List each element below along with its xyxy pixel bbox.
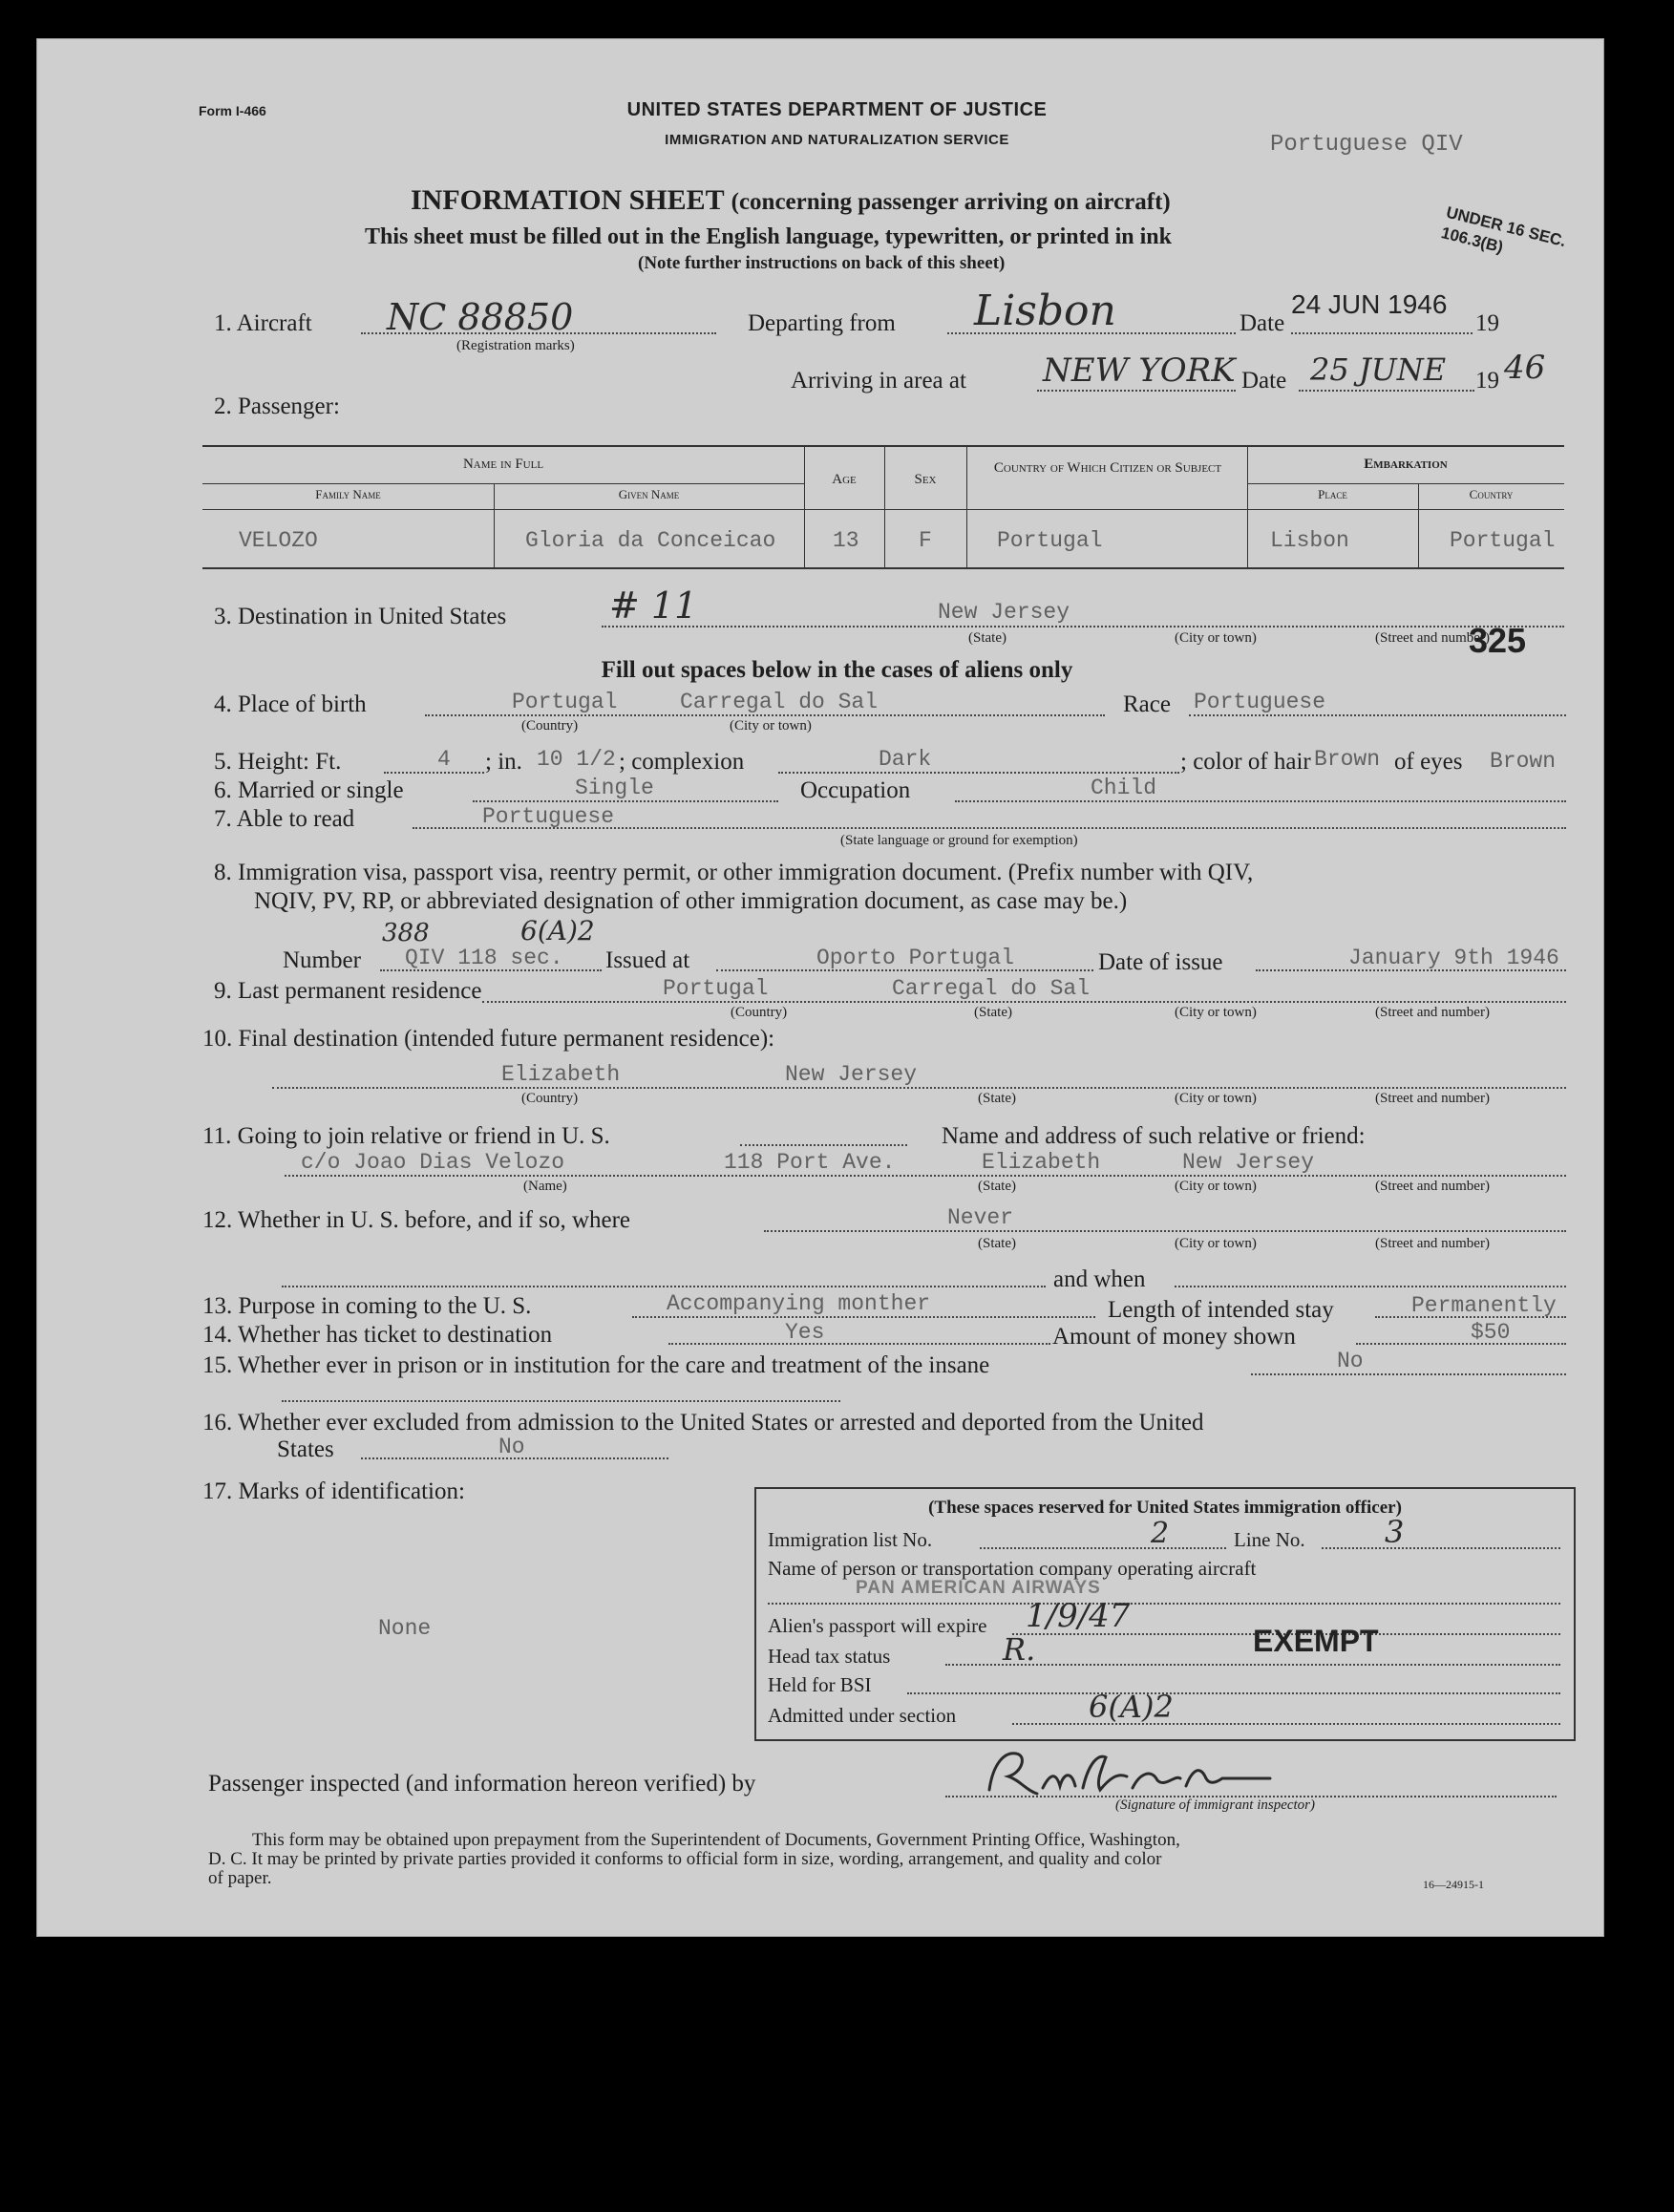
residence-country-caption: (Country) bbox=[731, 1005, 788, 1020]
hair-value: Brown bbox=[1314, 747, 1381, 772]
prison-value: No bbox=[1337, 1349, 1364, 1373]
join-name: c/o Joao Dias Velozo bbox=[301, 1150, 565, 1175]
join-state: New Jersey bbox=[1182, 1150, 1315, 1175]
col-divider bbox=[804, 445, 805, 567]
signature-stroke bbox=[989, 1754, 1270, 1794]
officer-box-heading: (These spaces reserved for United States immigration officer) bbox=[928, 1498, 1402, 1518]
residence-country: Portugal bbox=[663, 976, 769, 1001]
visa-label-line2: NQIV, PV, RP, or abbreviated designation of other immigration document, as case may be.) bbox=[254, 888, 1128, 914]
departure-date-stamp: 24 JUN 1946 bbox=[1291, 289, 1448, 319]
footer-line2: D. C. It may be printed by private parties provided it conforms to official form in size, wording, arrangement, and quality and color bbox=[208, 1849, 1162, 1869]
residence-state-caption: (State) bbox=[974, 1005, 1012, 1020]
join-name-caption: (Name) bbox=[523, 1179, 567, 1194]
departing-value: Lisbon bbox=[974, 287, 1116, 335]
service-name: IMMIGRATION AND NATURALIZATION SERVICE bbox=[665, 132, 1009, 148]
embark-country-header: Country bbox=[1469, 487, 1514, 501]
admitted-section-label: Admitted under section bbox=[768, 1704, 957, 1727]
caption-city: (City or town) bbox=[1175, 630, 1257, 646]
list-no-value: 2 bbox=[1151, 1517, 1170, 1550]
race-line bbox=[1189, 714, 1566, 716]
purpose-line bbox=[632, 1316, 1095, 1318]
money-value: $50 bbox=[1471, 1320, 1511, 1345]
birth-country-caption: (Country) bbox=[521, 718, 579, 734]
join-detail-line bbox=[285, 1175, 1566, 1177]
marks-value: None bbox=[378, 1616, 432, 1641]
head-tax-line bbox=[945, 1664, 1560, 1666]
title-main: INFORMATION SHEET bbox=[411, 184, 725, 216]
aircraft-label: 1. Aircraft bbox=[214, 310, 312, 336]
occupation-value: Child bbox=[1091, 776, 1157, 800]
birth-country: Portugal bbox=[512, 690, 618, 714]
arrival-date-value: 25 JUNE bbox=[1310, 351, 1447, 388]
instruction-note: (Note further instructions on back of this sheet) bbox=[638, 253, 1006, 273]
arrival-date-label: Date bbox=[1241, 368, 1287, 393]
visa-label-line1: 8. Immigration visa, passport visa, reentry permit, or other immigration document. (Prefix number with QIV, bbox=[214, 860, 1254, 885]
visa-hand-section: 6(A)2 bbox=[520, 915, 595, 946]
join-city: Elizabeth bbox=[982, 1150, 1101, 1175]
head-tax-label: Head tax status bbox=[768, 1645, 891, 1668]
date-issue-value: January 9th 1946 bbox=[1348, 946, 1559, 970]
height-inches: 10 1/2 bbox=[537, 747, 616, 772]
purpose-value: Accompanying monther bbox=[667, 1291, 931, 1316]
signature-caption: (Signature of immigrant inspector) bbox=[1115, 1797, 1316, 1813]
occupation-line bbox=[955, 800, 1566, 802]
money-label: Amount of money shown bbox=[1052, 1324, 1296, 1350]
family-name-header: Family Name bbox=[315, 487, 381, 501]
line-no-value: 3 bbox=[1385, 1514, 1405, 1550]
embark-country-value: Portugal bbox=[1450, 528, 1556, 553]
visa-number-value: QIV 118 sec. bbox=[405, 946, 563, 970]
birth-city-caption: (City or town) bbox=[730, 718, 812, 734]
registration-caption: (Registration marks) bbox=[456, 338, 575, 353]
residence-city: Carregal do Sal bbox=[892, 976, 1091, 1001]
footer-code: 16—24915-1 bbox=[1423, 1878, 1484, 1891]
race-value: Portuguese bbox=[1194, 690, 1326, 714]
read-value: Portuguese bbox=[482, 804, 615, 829]
inspected-label: Passenger inspected (and information hereon verified) by bbox=[208, 1771, 756, 1797]
when-label: and when bbox=[1053, 1266, 1146, 1292]
join-label: 11. Going to join relative or friend in U. S. bbox=[202, 1123, 610, 1149]
aircraft-value: NC 88850 bbox=[387, 296, 574, 338]
complexion-line bbox=[778, 772, 1179, 774]
stay-label: Length of intended stay bbox=[1108, 1297, 1334, 1323]
prison-line-2 bbox=[282, 1400, 840, 1402]
issued-at-label: Issued at bbox=[605, 947, 690, 973]
excluded-value: No bbox=[498, 1435, 525, 1459]
read-caption: (State language or ground for exemption) bbox=[840, 833, 1078, 848]
final-country-caption: (Country) bbox=[521, 1091, 579, 1106]
inspector-signature bbox=[984, 1744, 1299, 1803]
join-state-caption: (State) bbox=[978, 1179, 1016, 1194]
departure-date-line bbox=[1291, 332, 1473, 334]
eyes-label: of eyes bbox=[1394, 749, 1463, 775]
arriving-value: NEW YORK bbox=[1043, 351, 1236, 390]
date-issue-label: Date of issue bbox=[1098, 949, 1223, 975]
residence-street-caption: (Street and number) bbox=[1375, 1005, 1490, 1020]
complexion-value: Dark bbox=[879, 747, 932, 772]
hair-label: ; color of hair bbox=[1180, 749, 1311, 775]
final-street-caption: (Street and number) bbox=[1375, 1091, 1490, 1106]
join-name-address-label: Name and address of such relative or friend: bbox=[942, 1123, 1366, 1149]
name-in-full-header: Name in Full bbox=[462, 457, 544, 472]
header-bottom-rule bbox=[202, 509, 1564, 510]
excluded-label-line2: States bbox=[277, 1436, 334, 1462]
stay-value: Permanently bbox=[1411, 1293, 1557, 1318]
line-no-line bbox=[1322, 1547, 1560, 1549]
when-line-left bbox=[282, 1286, 1046, 1287]
when-line-right bbox=[1175, 1286, 1566, 1287]
before-value: Never bbox=[947, 1205, 1014, 1230]
residence-label: 9. Last permanent residence bbox=[214, 978, 482, 1004]
embark-place-header: Place bbox=[1318, 487, 1347, 501]
before-state-caption: (State) bbox=[978, 1236, 1016, 1251]
ticket-value: Yes bbox=[785, 1320, 825, 1345]
passport-expire-label: Alien's passport will expire bbox=[768, 1614, 987, 1637]
arrival-year-prefix: 19 bbox=[1475, 368, 1499, 393]
list-no-label: Immigration list No. bbox=[768, 1528, 933, 1551]
birth-label: 4. Place of birth bbox=[214, 691, 367, 717]
under-16-stamp: UNDER 16 SEC. 106.3(B) bbox=[1439, 202, 1568, 257]
destination-stamp-number: 325 bbox=[1469, 621, 1527, 660]
before-street-caption: (Street and number) bbox=[1375, 1236, 1490, 1251]
final-destination-city: Elizabeth bbox=[501, 1062, 621, 1087]
embark-sub-rule bbox=[1247, 483, 1564, 484]
final-destination-line bbox=[272, 1087, 1566, 1089]
ticket-line bbox=[668, 1343, 1050, 1345]
operator-line bbox=[768, 1603, 1560, 1605]
eyes-value: Brown bbox=[1490, 749, 1557, 774]
list-no-line bbox=[980, 1547, 1226, 1549]
citizen-country-header: Country of Which Citizen or Subject bbox=[993, 460, 1222, 476]
prison-line bbox=[1251, 1373, 1566, 1375]
destination-mark: # 11 bbox=[609, 585, 698, 627]
final-destination-state: New Jersey bbox=[785, 1062, 918, 1087]
operator-label: Name of person or transportation company operating aircraft bbox=[768, 1557, 1257, 1580]
held-bsi-line bbox=[907, 1692, 1560, 1694]
before-label: 12. Whether in U. S. before, and if so, where bbox=[202, 1207, 631, 1233]
language-instruction: This sheet must be filled out in the English language, typewritten, or printed in ink bbox=[365, 224, 1172, 249]
table-top-rule bbox=[202, 445, 1564, 447]
join-city-caption: (City or town) bbox=[1175, 1179, 1257, 1194]
marital-value: Single bbox=[575, 776, 654, 800]
title-sub: (concerning passenger arriving on aircraft) bbox=[731, 189, 1171, 215]
destination-state: New Jersey bbox=[938, 600, 1070, 625]
read-label: 7. Able to read bbox=[214, 806, 355, 832]
departure-year-prefix: 19 bbox=[1475, 310, 1499, 336]
arrival-year-value: 46 bbox=[1504, 349, 1546, 387]
table-bottom-rule bbox=[202, 567, 1564, 569]
page-title bbox=[411, 184, 1171, 217]
arrival-date-line bbox=[1299, 390, 1474, 392]
prison-label: 15. Whether ever in prison or in institution for the care and treatment of the insane bbox=[202, 1352, 990, 1378]
embark-place-value: Lisbon bbox=[1270, 528, 1349, 553]
before-city-caption: (City or town) bbox=[1175, 1236, 1257, 1251]
line-no-label: Line No. bbox=[1234, 1528, 1305, 1551]
before-line bbox=[764, 1230, 1566, 1232]
final-state-caption: (State) bbox=[978, 1091, 1016, 1106]
marital-label: 6. Married or single bbox=[214, 777, 404, 803]
sex-header: Sex bbox=[914, 472, 937, 487]
height-feet: 4 bbox=[437, 747, 451, 772]
passenger-label: 2. Passenger: bbox=[214, 393, 340, 419]
departing-label: Departing from bbox=[748, 310, 896, 336]
operator-stamp: PAN AMERICAN AIRWAYS bbox=[856, 1578, 1101, 1598]
age-value: 13 bbox=[833, 528, 859, 553]
exempt-stamp: EXEMPT bbox=[1253, 1624, 1379, 1658]
ticket-label: 14. Whether has ticket to destination bbox=[202, 1322, 553, 1348]
final-city-caption: (City or town) bbox=[1175, 1091, 1257, 1106]
caption-state: (State) bbox=[968, 630, 1007, 646]
birth-line bbox=[425, 714, 1105, 716]
embarkation-header: Embarkation bbox=[1364, 457, 1448, 472]
visa-class-stamp: Portuguese QIV bbox=[1270, 132, 1463, 158]
marital-line bbox=[473, 800, 778, 802]
inches-label: ; in. bbox=[485, 749, 522, 775]
arriving-label: Arriving in area at bbox=[791, 368, 966, 393]
given-name-header: Given Name bbox=[618, 487, 680, 501]
visa-number-label: Number bbox=[283, 947, 361, 973]
excluded-label-line1: 16. Whether ever excluded from admission to the United States or arrested and deported from the United bbox=[202, 1410, 1204, 1436]
marks-label: 17. Marks of identification: bbox=[202, 1478, 465, 1504]
col-divider bbox=[884, 445, 885, 567]
head-tax-hand: R. bbox=[1003, 1631, 1036, 1668]
form-number: Form I-466 bbox=[199, 103, 266, 118]
citizen-country-value: Portugal bbox=[997, 528, 1103, 553]
sex-value: F bbox=[919, 528, 932, 553]
visa-hand-number: 388 bbox=[382, 919, 430, 947]
join-street-caption: (Street and number) bbox=[1375, 1179, 1490, 1194]
purpose-label: 13. Purpose in coming to the U. S. bbox=[202, 1293, 532, 1319]
money-line bbox=[1356, 1343, 1566, 1345]
issued-at-value: Oporto Portugal bbox=[816, 946, 1015, 970]
occupation-label: Occupation bbox=[800, 777, 911, 803]
arriving-line bbox=[1037, 390, 1236, 392]
given-name-value: Gloria da Conceicao bbox=[525, 528, 776, 553]
admitted-section-value: 6(A)2 bbox=[1089, 1689, 1174, 1725]
departure-date-label: Date bbox=[1240, 310, 1285, 336]
final-destination-label: 10. Final destination (intended future permanent residence): bbox=[202, 1026, 775, 1052]
footer-line3: of paper. bbox=[208, 1868, 272, 1888]
col-divider bbox=[966, 445, 967, 567]
name-sub-rule bbox=[202, 483, 804, 484]
age-header: Age bbox=[832, 472, 857, 487]
join-street: 118 Port Ave. bbox=[724, 1150, 896, 1175]
feet-line bbox=[384, 772, 484, 774]
height-label: 5. Height: Ft. bbox=[214, 749, 342, 775]
aliens-only-heading: Fill out spaces below in the cases of aliens only bbox=[601, 657, 1073, 683]
join-line bbox=[740, 1144, 907, 1146]
department-name: UNITED STATES DEPARTMENT OF JUSTICE bbox=[626, 99, 1048, 120]
birth-city: Carregal do Sal bbox=[680, 690, 879, 714]
caption-street: (Street and number) bbox=[1375, 630, 1490, 646]
race-label: Race bbox=[1123, 691, 1171, 717]
complexion-label: ; complexion bbox=[619, 749, 745, 775]
family-name-value: VELOZO bbox=[239, 528, 318, 553]
passport-expire-value: 1/9/47 bbox=[1026, 1597, 1131, 1635]
destination-label: 3. Destination in United States bbox=[214, 604, 507, 629]
destination-line bbox=[602, 626, 1564, 627]
footer-line1: This form may be obtained upon prepayment from the Superintendent of Documents, Government Printing Office, Washington, bbox=[252, 1830, 1180, 1850]
residence-city-caption: (City or town) bbox=[1175, 1005, 1257, 1020]
held-bsi-label: Held for BSI bbox=[768, 1673, 872, 1696]
residence-line bbox=[482, 1001, 1566, 1003]
